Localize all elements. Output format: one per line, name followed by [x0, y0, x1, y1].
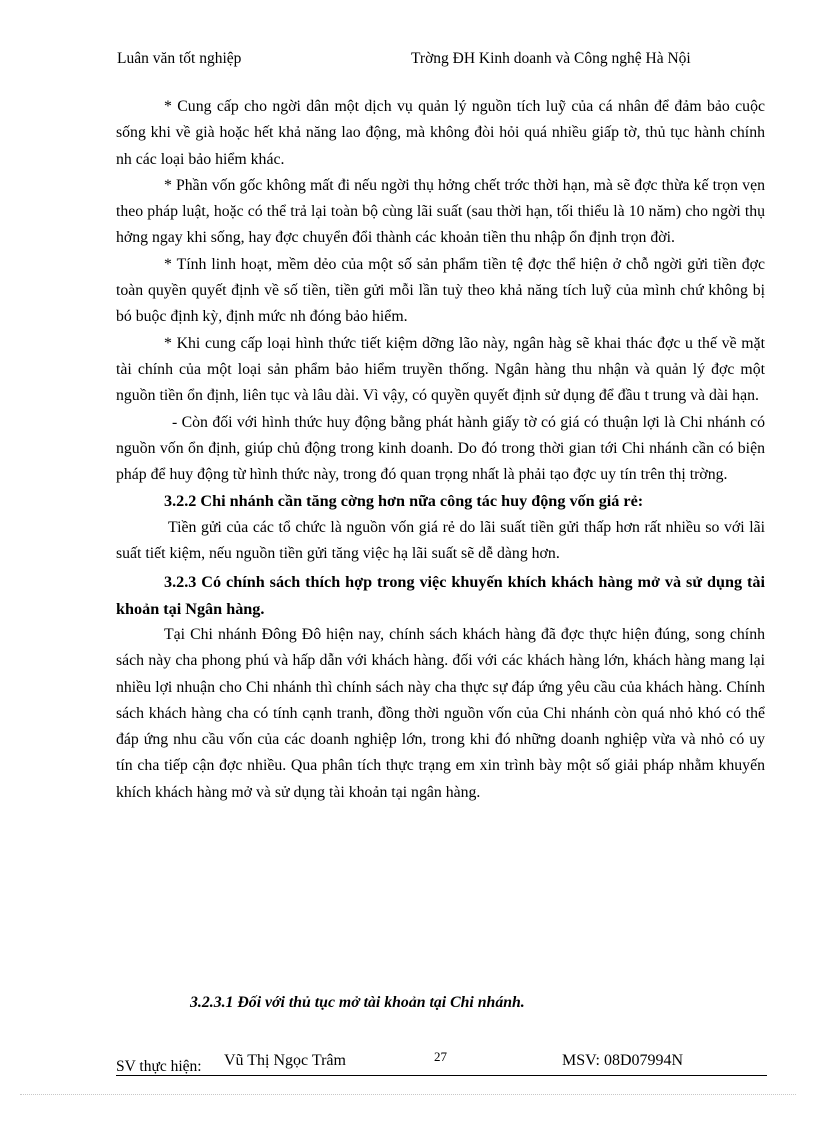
paragraph-5: - Còn đối với hình thức huy động bằng phát hành giấy tờ có giá có thuận lợi là Chi nhánh có nguồn vốn ổn định, giúp chủ động trong kinh doanh. Do đó trong thời gian tới Chi nhánh cần có biện pháp để huy động từ hình thức này, trong đó quan trọng nhất là phải tạo đợc uy tín trên thị trờng. [116, 413, 765, 484]
footer-student-id: MSV: 08D07994N [562, 1052, 684, 1069]
paragraph-2: * Phần vốn gốc không mất đi nếu ngời thụ hởng chết trớc thời hạn, mà sẽ đợc thừa kế trọn vẹn theo pháp luật, hoặc có thể trả lại toàn bộ cùng lãi suất (sau thời hạn, tối thiểu là 10 năm) cho ngời thụ hởng ngay khi sống, hay đợc chuyển đổi thành các khoản tiền thu nhập ổn định trọn đời. [116, 176, 765, 247]
header-university: Trờng ĐH Kinh doanh và Công nghệ Hà Nội [411, 50, 691, 67]
header-thesis-label: Luân văn tốt nghiệp [117, 50, 242, 67]
document-body [116, 94, 765, 806]
section-heading-3-2-2: 3.2.2 Chi nhánh cần tăng cờng hơn nữa công tác huy động vốn giá rẻ: [164, 492, 644, 511]
section-3-2-2-text: Tiền gửi của các tổ chức là nguồn vốn giá rẻ do lãi suất tiền gửi thấp hơn rất nhiều so với lãi suất tiết kiệm, nếu nguồn tiền gửi tăng việc hạ lãi suất sẽ dễ dàng hơn. [116, 518, 765, 563]
page-bottom-divider [20, 1094, 796, 1095]
section-3-2-3-text: Tại Chi nhánh Đông Đô hiện nay, chính sách khách hàng đã đợc thực hiện đúng, song chính sách này cha phong phú và hấp dẫn với khách hàng. đối với các khách hàng lớn, khách hàng mang lại nhiều lợi nhuận cho Chi nhánh thì chính sách này cha thực sự đáp ứng yêu cầu của khách hàng. Chính sách khách hàng cha có tính cạnh tranh, đồng thời nguồn vốn của Chi nhánh còn quá nhỏ khó có thể đáp ứng nhu cầu vốn của các doanh nghiệp lớn, trong khi đó những doanh nghiệp vừa và nhỏ có uy tín cha tiếp cận đợc nhiều. Qua phân tích thực trạng em xin trình bày một số giải pháp nhằm khuyến khích khách hàng mở và sử dụng tài khoản tại ngân hàng. [116, 625, 765, 801]
paragraph-4: * Khi cung cấp loại hình thức tiết kiệm dỡng lão này, ngân hàg sẽ khai thác đợc u thế về mặt tài chính của một loại sản phẩm bảo hiểm truyền thống. Ngân hàng thu nhận và quản lý đợc một nguồn tiền ổn định, liên tục và lâu dài. Vì vậy, có quyền quyết định sử dụng để đầu t trung và dài hạn. [116, 334, 765, 405]
footer-student-name: Vũ Thị Ngọc Trâm [224, 1052, 346, 1069]
section-heading-3-2-3: 3.2.3 Có chính sách thích hợp trong việc khuyến khích khách hàng mở và sử dụng tài khoản tại Ngân hàng. [116, 573, 765, 618]
subheading-3-2-3-1: 3.2.3.1 Đối với thủ tục mở tài khoản tại Chi nhánh. [190, 994, 525, 1011]
page-footer [116, 1049, 767, 1076]
paragraph-1: * Cung cấp cho ngời dân một dịch vụ quản lý nguồn tích luỹ của cá nhân để đảm bảo cuộc sống khi về già hoặc hết khả năng lao động, mà không đòi hỏi quá nhiều giấp tờ, thủ tục hành chính nh các loại bảo hiểm khác. [116, 98, 765, 168]
paragraph-3: * Tính linh hoạt, mềm dẻo của một số sản phẩm tiền tệ đợc thể hiện ở chỗ ngời gửi tiền đợc toàn quyền quyết định về số tiền, tiền gửi mỗi lần tuỳ theo khả năng tích luỹ của mình chứ không bị bó buộc định kỳ, định mức nh đóng bảo hiểm. [116, 255, 765, 326]
footer-student-label: SV thực hiện: [116, 1058, 202, 1075]
footer-page-number: 27 [434, 1049, 447, 1064]
